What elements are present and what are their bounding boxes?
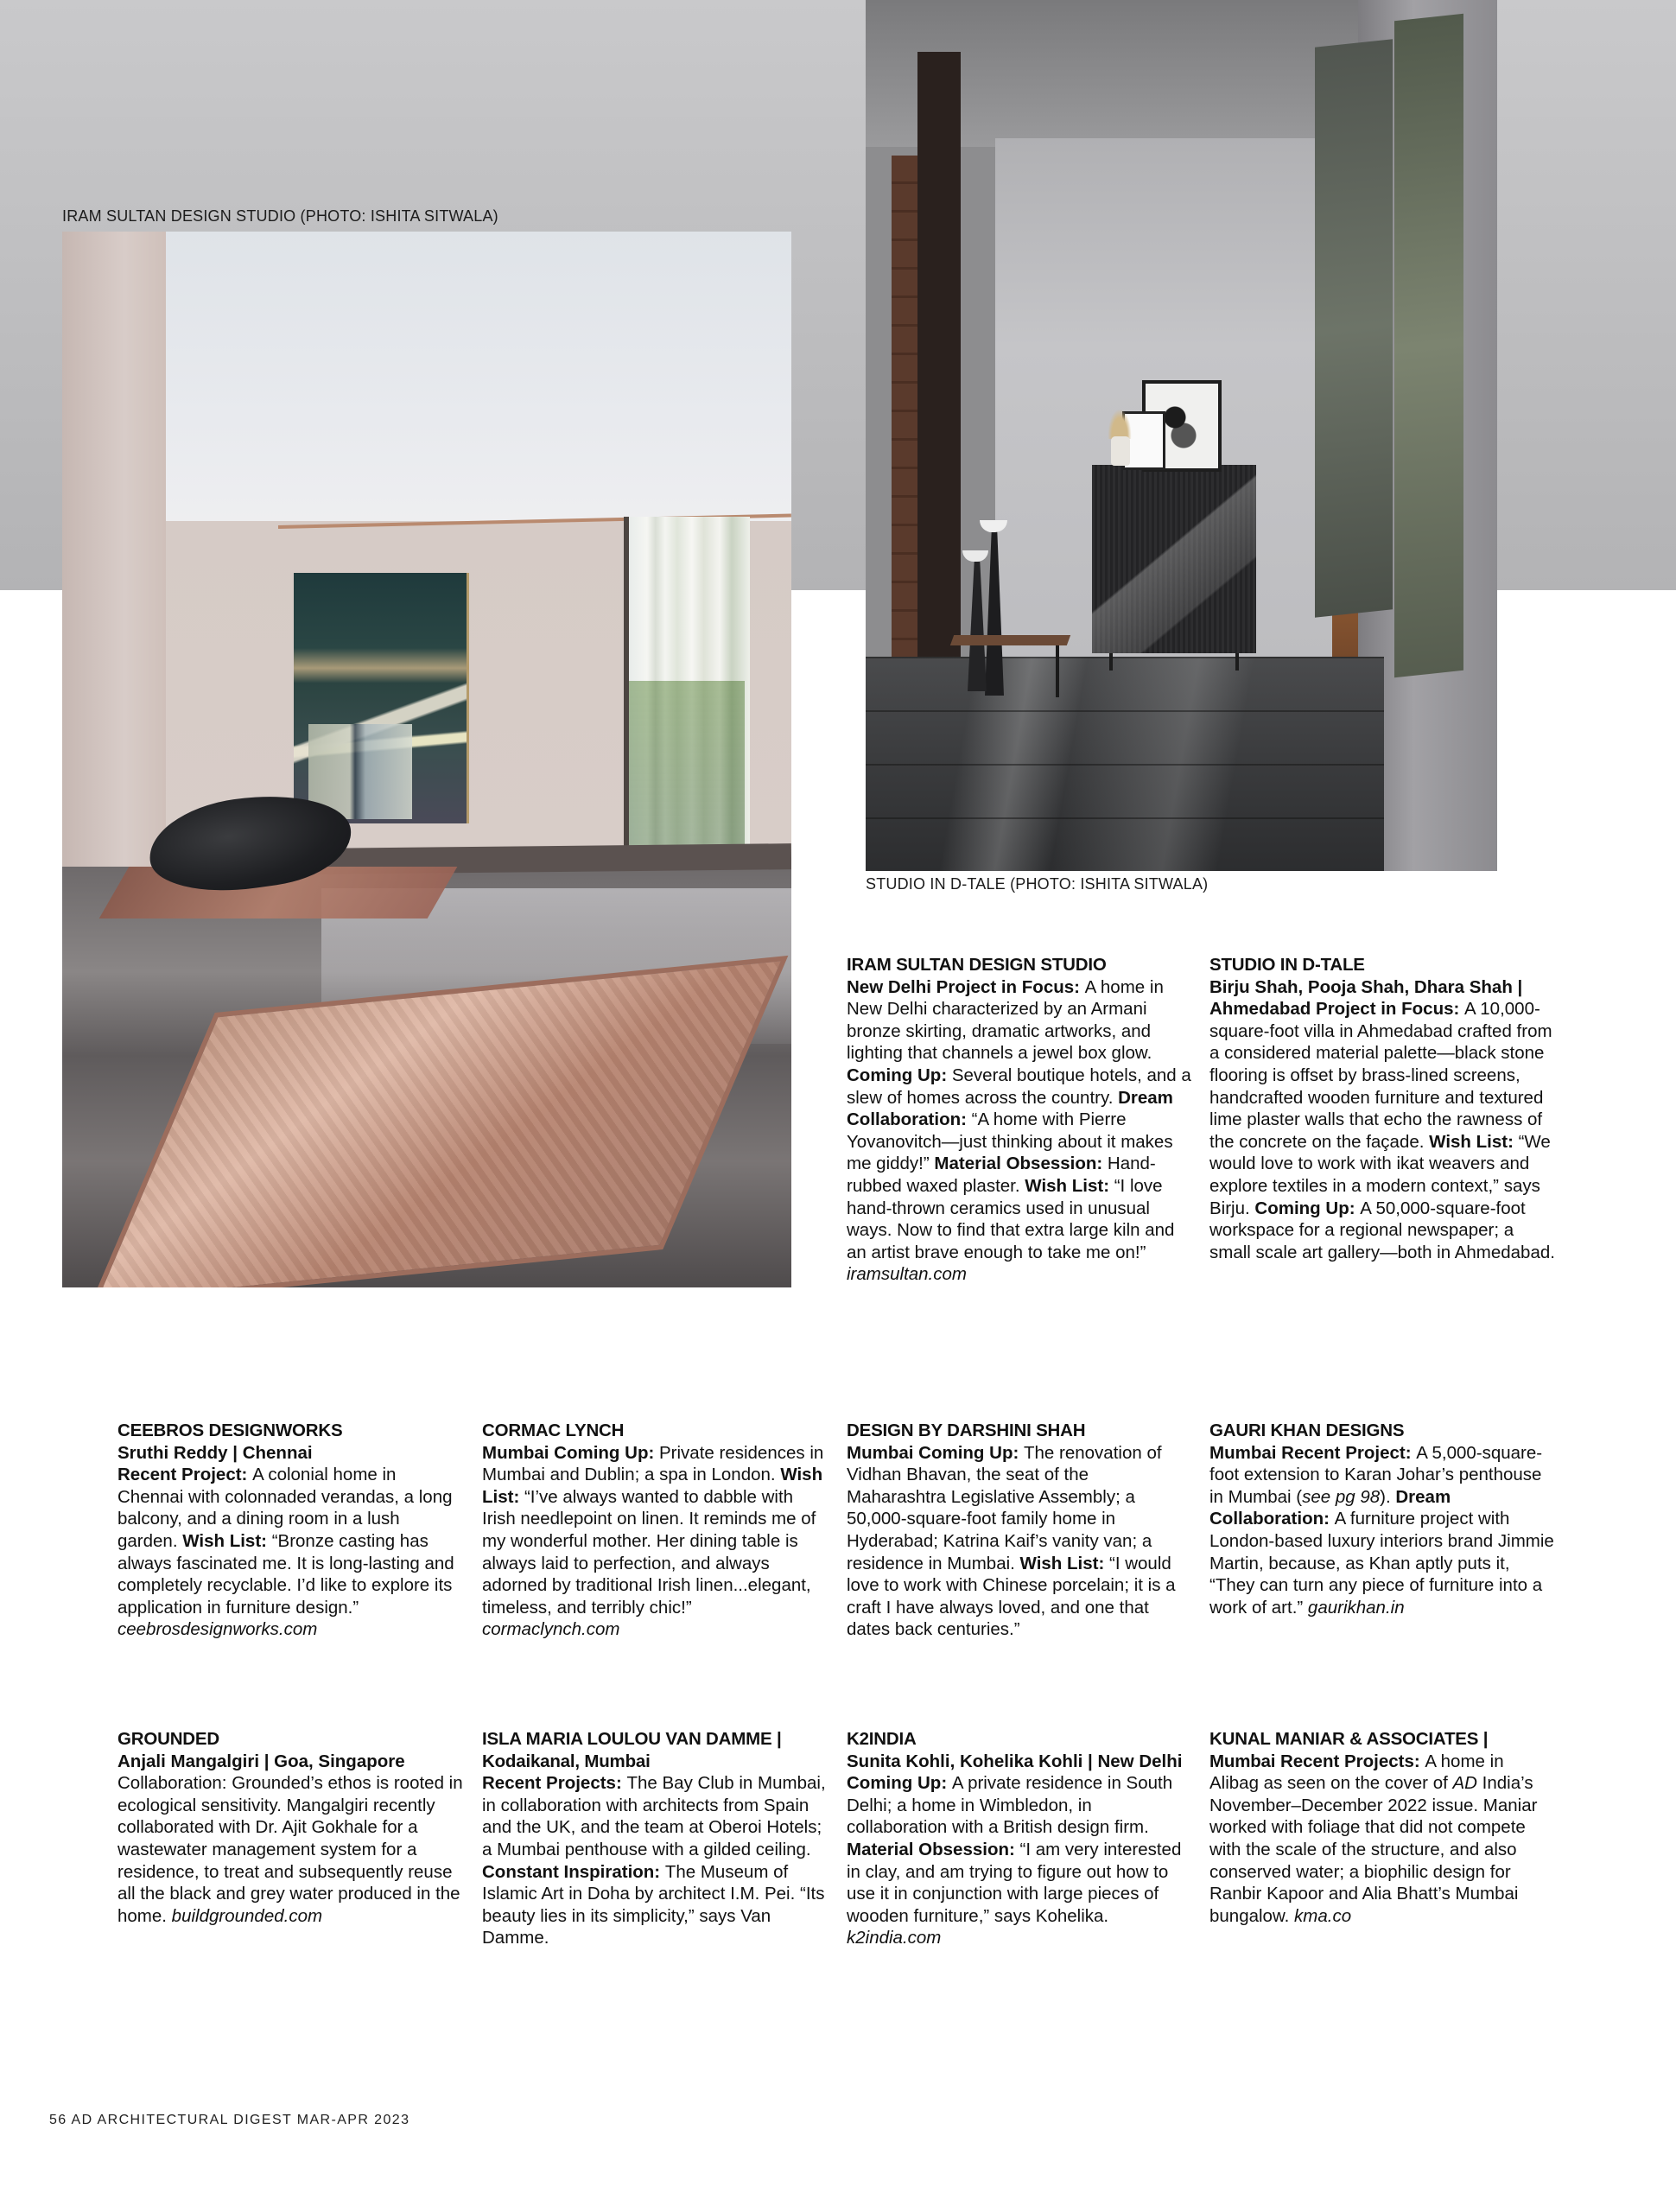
entry-studio-in-dtale <box>1209 954 1555 1263</box>
entry-title: IRAM SULTAN DESIGN STUDIO <box>847 955 1107 975</box>
pedestal-lamp-2 <box>968 562 987 691</box>
entry-isla-maria-loulou-van-damme <box>482 1728 828 1949</box>
entry-label: Constant Inspiration: <box>482 1861 665 1882</box>
entry-label: Recent Project: <box>117 1465 253 1485</box>
entry-label: Mumbai <box>847 1442 919 1463</box>
entry-design-by-darshini-shah <box>847 1420 1192 1641</box>
entry-label: Coming Up: <box>554 1442 659 1463</box>
entry-link: AD <box>1452 1773 1477 1794</box>
entry-text: “I love hand-thrown ceramics used in unusual ways. Now to find that extra large kiln and an artist brave enough to take me on!” <box>847 1175 1175 1262</box>
entry-label: Material Obsession: <box>847 1839 1020 1859</box>
pedestal-bowl-2 <box>962 550 988 562</box>
entry-link: ceebrosdesignworks.com <box>117 1619 318 1640</box>
entry-title: ISLA MARIA LOULOU VAN DAMME | Kodaikanal, Mumbai <box>482 1729 782 1771</box>
entry-label: Project in Focus: <box>1316 999 1465 1020</box>
entry-label: Coming Up: <box>918 1442 1024 1463</box>
entry-text: The Museum of Islamic Art in Doha by architect I.M. Pei. “Its beauty lies in its simplicity,” says Van Damme. <box>482 1861 825 1948</box>
entry-text: The Bay Club in Mumbai, in collaboration with architects from Spain and the UK, and the team at Oberoi Hotels; a Mumbai penthouse with a gilded ceiling. <box>482 1773 826 1859</box>
entry-text: ). <box>1380 1486 1396 1507</box>
entry-text: “A home with Pierre Yovanovitch—just thinking about it makes me giddy!” <box>847 1109 1173 1174</box>
entry-link: iramsultan.com <box>847 1264 967 1285</box>
wooden-bench <box>950 635 1070 645</box>
entry-ceebros-designworks <box>117 1420 463 1641</box>
entry-label: Coming Up: <box>1254 1198 1361 1218</box>
entry-link: cormaclynch.com <box>482 1619 620 1640</box>
entry-cormac-lynch <box>482 1420 828 1641</box>
entry-link: k2india.com <box>847 1928 942 1948</box>
entry-text: A 5,000-square-foot extension to Karan Johar’s penthouse in Mumbai ( <box>1209 1442 1543 1507</box>
black-cabinet <box>1092 465 1256 653</box>
entry-text: “Bronze casting has always fascinated me. It is long-lasting and completely recyclable. I’d like to explore its application in furniture design.” <box>117 1530 454 1618</box>
entry-label: Sruthi Reddy | Chennai <box>117 1442 313 1463</box>
entry-label: Mumbai <box>1209 1442 1282 1463</box>
entry-label: Anjali Mangalgiri | Goa, Singapore <box>117 1751 405 1771</box>
entry-label: Birju Shah, Pooja Shah, Dhara Shah | Ahmedabad <box>1209 976 1523 1020</box>
entry-label: Wish List: <box>1025 1175 1114 1196</box>
entry-text: A 10,000-square-foot villa in Ahmedabad crafted from a considered material palette—black stone flooring is offset by brass-lined screens, handcrafted wooden furniture and textured lime plaster walls that echo the rawness of the concrete on the façade. <box>1209 999 1552 1152</box>
entry-label: Wish List: <box>1019 1553 1109 1573</box>
entry-text: India’s November–December 2022 issue. Maniar worked with foliage that did not compete with the scale of the structure, and also conserved water; a biophilic design for Ranbir Kapoor and Alia Bhatt’s Mumbai bungalow. <box>1209 1773 1538 1926</box>
entry-k2india <box>847 1728 1192 1949</box>
photo-caption-left: IRAM SULTAN DESIGN STUDIO (PHOTO: ISHITA SITWALA) <box>62 207 498 225</box>
entry-text: Collaboration: <box>117 1773 232 1794</box>
photo-studio-in-dtale-interior <box>866 0 1497 871</box>
entry-text: The renovation of Vidhan Bhavan, the seat of the Maharashtra Legislative Assembly; a 50,000-square-foot family home in Hyderabad; Katrina Kaif’s vanity van; a residence in Mumbai. <box>847 1442 1162 1573</box>
entry-label: New Delhi <box>847 976 936 997</box>
entry-label: Coming Up: <box>847 1773 952 1794</box>
dried-grass <box>1106 404 1133 439</box>
entry-label: Material Obsession: <box>934 1154 1108 1174</box>
entry-text: “I am very interested in clay, and am trying to figure out how to use it in conjunction with large pieces of wooden furniture,” says Kohelika. <box>847 1839 1182 1926</box>
entry-text: A home in New Delhi characterized by an Armani bronze skirting, dramatic artworks, and lighting that channels a jewel box glow. <box>847 976 1164 1064</box>
entry-title: DESIGN BY DARSHINI SHAH <box>847 1421 1086 1440</box>
entry-text: “I would love to work with Chinese porcelain; it is a craft I have always loved, and one that dates back centuries.” <box>847 1553 1176 1640</box>
wall-canvas-1 <box>1315 39 1393 617</box>
entry-grounded <box>117 1728 463 1927</box>
entry-text: Private residences in Mumbai and Dublin; a spa in London. <box>482 1442 824 1485</box>
entry-label: Project in Focus: <box>936 976 1085 997</box>
entry-label: Coming Up: <box>847 1065 952 1085</box>
vase <box>1111 436 1130 466</box>
entry-link: kma.co <box>1294 1905 1352 1926</box>
entry-label: Dream Collaboration: <box>1209 1486 1451 1529</box>
entry-link: see pg 98 <box>1302 1486 1381 1507</box>
garden-view <box>629 681 745 854</box>
entry-link: buildgrounded.com <box>171 1905 323 1926</box>
entry-text: A colonial home in Chennai with colonnaded verandas, a long balcony, and a dining room in a lush garden. <box>117 1465 453 1551</box>
cabinet-legs <box>1109 653 1239 671</box>
entry-text: “I’ve always wanted to dabble with Irish needlepoint on linen. It reminds me of my wonderful mother. Her dining table is always laid to perfection, and always adorned by traditional Irish linen...elegant, timeless, and terribly chic!” <box>482 1486 816 1618</box>
page-folio: 56 AD ARCHITECTURAL DIGEST MAR-APR 2023 <box>49 2113 410 2127</box>
entry-iram-sultan-design-studio <box>847 954 1192 1286</box>
entry-text: Hand-rubbed waxed plaster. <box>847 1154 1156 1196</box>
entry-text: Several boutique hotels, and a slew of homes across the country. <box>847 1065 1191 1108</box>
entry-title: K2INDIA <box>847 1729 917 1749</box>
entry-label: Wish List: <box>482 1465 823 1507</box>
entry-label: Recent Projects: <box>482 1773 627 1794</box>
entry-title: STUDIO IN D-TALE <box>1209 955 1365 975</box>
wall-canvas-2 <box>1394 14 1463 677</box>
entry-label: Mumbai <box>482 1442 555 1463</box>
entry-label: Sunita Kohli, Kohelika Kohli | New Delhi <box>847 1751 1183 1771</box>
bench-leg <box>1056 645 1059 697</box>
entry-title: KUNAL MANIAR & ASSOCIATES | Mumbai <box>1209 1729 1489 1771</box>
photo-iram-sultan-interior <box>62 232 791 1287</box>
entry-title: GROUNDED <box>117 1729 219 1749</box>
entry-label: Wish List: <box>182 1530 272 1551</box>
entry-link: gaurikhan.in <box>1307 1597 1405 1618</box>
entry-kunal-maniar-associates <box>1209 1728 1555 1927</box>
entry-text: A furniture project with London-based luxury interiors brand Jimmie Martin, because, as Khan aptly puts it, “They can turn any piece of furniture into a work of art.” <box>1209 1509 1554 1618</box>
entry-title: GAURI KHAN DESIGNS <box>1209 1421 1405 1440</box>
entry-label: Dream Collaboration: <box>847 1087 1173 1130</box>
entry-label: Wish List: <box>1429 1131 1519 1152</box>
entry-text: “We would love to work with ikat weavers and explore textiles in a modern context,” says Birju. <box>1209 1131 1551 1218</box>
entry-text: A private residence in South Delhi; a home in Wimbledon, in collaboration with a British design firm. <box>847 1773 1173 1838</box>
entry-title: CORMAC LYNCH <box>482 1421 625 1440</box>
entry-text: A home in Alibag as seen on the cover of <box>1209 1751 1504 1794</box>
entry-title: CEEBROS DESIGNWORKS <box>117 1421 343 1440</box>
entry-label: Recent Projects: <box>1275 1751 1425 1771</box>
entry-text: A 50,000-square-foot workspace for a regional newspaper; a small scale art gallery—both in Ahmedabad. <box>1209 1198 1555 1262</box>
floor-tile-lines <box>866 657 1384 871</box>
ceiling <box>62 232 791 543</box>
photo-caption-right: STUDIO IN D-TALE (PHOTO: ISHITA SITWALA) <box>866 875 1209 893</box>
entry-label: Recent Project: <box>1281 1442 1417 1463</box>
entry-text: Grounded’s ethos is rooted in ecological sensitivity. Mangalgiri recently collaborated with Dr. Ajit Gokhale for a wastewater management system for a residence, to treat and subsequently reuse all the black and grey water produced in the home. <box>117 1773 463 1926</box>
entry-gauri-khan-designs <box>1209 1420 1555 1618</box>
